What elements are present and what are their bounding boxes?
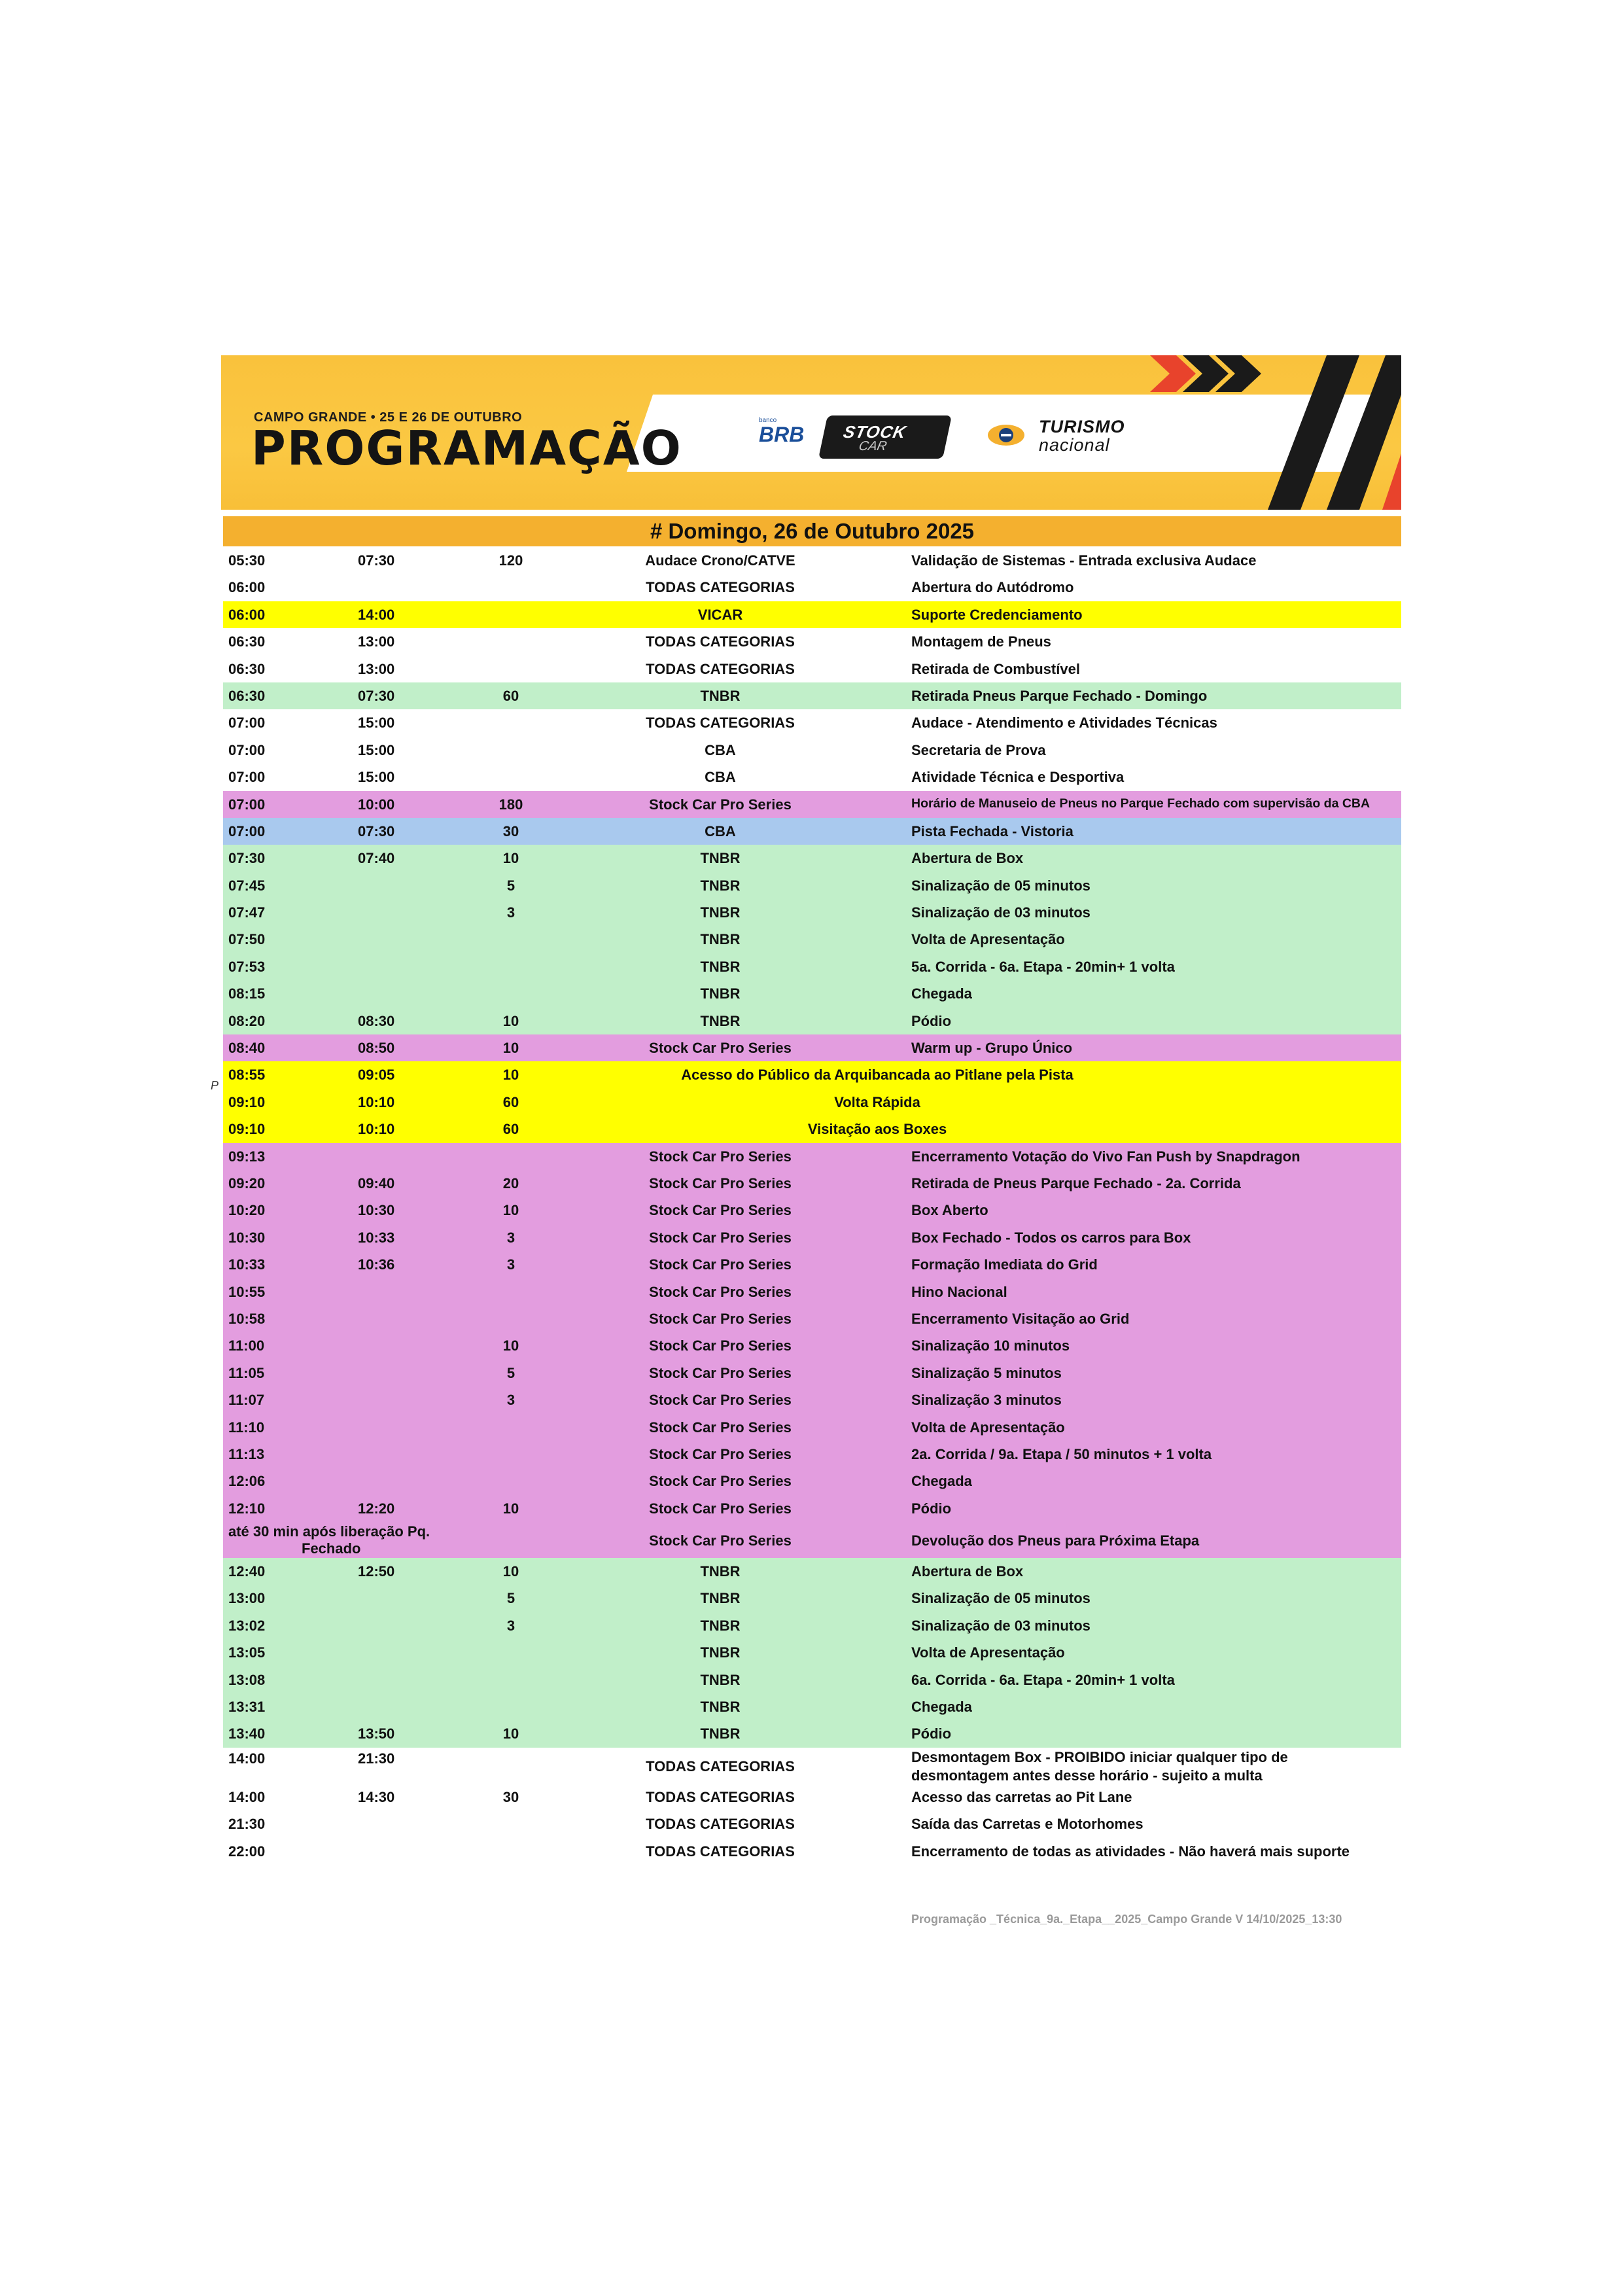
start-time-cell: 10:33 — [228, 1256, 266, 1273]
activity-cell: Sinalização 5 minutos — [911, 1364, 1062, 1381]
start-time-cell: 07:53 — [228, 958, 266, 975]
activity-cell: Pódio — [911, 1012, 952, 1029]
start-time-cell: 22:00 — [228, 1843, 266, 1860]
category-cell: TNBR — [700, 1563, 741, 1580]
end-time-cell: 07:40 — [358, 850, 395, 867]
table-row — [223, 1838, 1401, 1865]
start-time-cell: 06:30 — [228, 687, 266, 704]
end-time-cell: 08:50 — [358, 1040, 395, 1057]
activity-cell: Abertura de Box — [911, 1563, 1024, 1580]
table-row — [223, 1143, 1401, 1170]
table-row — [223, 1558, 1401, 1585]
start-time-cell: 07:00 — [228, 796, 266, 813]
end-time-cell: 15:00 — [358, 715, 395, 732]
start-time-cell: 09:10 — [228, 1121, 266, 1138]
table-row — [223, 1224, 1401, 1251]
end-time-cell: 13:00 — [358, 660, 395, 677]
duration-cell: 5 — [506, 1590, 515, 1607]
start-time-cell: 10:55 — [228, 1283, 266, 1300]
table-row — [223, 628, 1401, 655]
start-time-cell: 13:08 — [228, 1671, 266, 1688]
table-row — [223, 845, 1401, 872]
table-row — [223, 682, 1401, 709]
end-time-cell: 08:30 — [358, 1012, 395, 1029]
table-row — [223, 953, 1401, 980]
table-row — [223, 1332, 1401, 1359]
start-time-cell: 11:05 — [228, 1364, 265, 1381]
end-time-cell: 10:00 — [358, 796, 395, 813]
duration-cell: 30 — [502, 1788, 519, 1805]
end-time-cell: 12:50 — [358, 1563, 395, 1580]
category-cell: Stock Car Pro Series — [649, 1532, 792, 1549]
end-time-cell: 07:30 — [358, 552, 395, 569]
category-cell: TNBR — [700, 931, 741, 948]
duration-cell: 120 — [498, 552, 523, 569]
category-cell: Stock Car Pro Series — [649, 796, 792, 813]
start-time-cell: 09:10 — [228, 1093, 266, 1110]
activity-cell: Validação de Sistemas - Entrada exclusiva Audace — [911, 552, 1257, 569]
side-mark: P — [211, 1079, 219, 1092]
duration-cell: 60 — [502, 687, 519, 704]
start-time-cell: 06:30 — [228, 660, 266, 677]
schedule-table — [223, 547, 1401, 1865]
table-row — [223, 1360, 1401, 1386]
table-row — [223, 1612, 1401, 1639]
start-time-cell: 09:20 — [228, 1174, 266, 1192]
start-time-cell: 11:07 — [228, 1392, 265, 1409]
start-time-cell: 07:47 — [228, 904, 266, 921]
end-time-cell: 13:00 — [358, 633, 395, 650]
table-row — [223, 899, 1401, 926]
start-time-cell: 11:10 — [228, 1419, 265, 1436]
duration-cell: 60 — [502, 1093, 519, 1110]
turismo-nacional-icon — [986, 421, 1034, 448]
start-time-cell: 06:30 — [228, 633, 266, 650]
activity-cell: Warm up - Grupo Único — [911, 1040, 1073, 1057]
start-time-cell: 07:50 — [228, 931, 266, 948]
end-time-cell: 10:30 — [358, 1202, 395, 1219]
start-time-cell: 13:02 — [228, 1617, 266, 1634]
end-time-cell: 10:10 — [358, 1121, 395, 1138]
start-time-cell: 14:00 — [228, 1750, 266, 1767]
category-cell: TNBR — [700, 904, 741, 921]
activity-cell: Pista Fechada - Vistoria — [911, 822, 1073, 839]
activity-cell: Horário de Manuseio de Pneus no Parque Fechado com supervisão da CBA — [911, 796, 1370, 811]
duration-cell: 20 — [502, 1174, 519, 1192]
table-row — [223, 1585, 1401, 1612]
start-time-cell: 06:00 — [228, 579, 266, 596]
end-time-cell: 10:10 — [358, 1093, 395, 1110]
table-row — [223, 709, 1401, 736]
table-row — [223, 1522, 1401, 1558]
category-cell: Stock Car Pro Series — [649, 1445, 792, 1462]
category-cell: TNBR — [700, 1699, 741, 1716]
category-cell: TODAS CATEGORIAS — [646, 660, 795, 677]
end-time-cell: 13:50 — [358, 1725, 395, 1742]
table-row — [223, 1034, 1401, 1061]
end-time-cell: 15:00 — [358, 741, 395, 758]
activity-cell: Box Fechado - Todos os carros para Box — [911, 1229, 1191, 1246]
stock-car-logo-sub: CAR — [857, 439, 888, 453]
duration-cell: 3 — [506, 904, 515, 921]
duration-cell: 30 — [502, 822, 519, 839]
activity-cell: Sinalização de 05 minutos — [911, 1590, 1091, 1607]
activity-cell: Retirada de Pneus Parque Fechado - 2a. Corrida — [911, 1174, 1241, 1192]
table-row — [223, 764, 1401, 790]
duration-cell: 3 — [506, 1256, 515, 1273]
duration-cell: 5 — [506, 1364, 515, 1381]
activity-cell-line2: desmontagem antes desse horário - sujeito a multa — [911, 1767, 1263, 1784]
activity-cell: Acesso das carretas ao Pit Lane — [911, 1788, 1132, 1805]
activity-cell: Sinalização 10 minutos — [911, 1337, 1070, 1354]
table-row — [223, 1720, 1401, 1747]
event-date-line: CAMPO GRANDE • 25 E 26 DE OUTUBRO — [254, 410, 523, 425]
activity-cell: Volta de Apresentação — [911, 1419, 1065, 1436]
table-row — [223, 1639, 1401, 1666]
end-time-cell: 14:30 — [358, 1788, 395, 1805]
start-time-cell: 08:20 — [228, 1012, 266, 1029]
start-time-cell: 12:06 — [228, 1473, 266, 1490]
table-row — [223, 1693, 1401, 1720]
start-time-cell: 13:00 — [228, 1590, 266, 1607]
duration-cell: 3 — [506, 1617, 515, 1634]
start-time-cell: 07:00 — [228, 769, 266, 786]
table-row — [223, 1748, 1401, 1784]
duration-cell: 3 — [506, 1229, 515, 1246]
activity-cell: Chegada — [911, 1473, 972, 1490]
start-time-cell: 21:30 — [228, 1816, 266, 1833]
page-title: PROGRAMAÇÃO — [251, 421, 682, 476]
activity-cell: Retirada de Combustível — [911, 660, 1080, 677]
start-time-cell: 09:13 — [228, 1148, 266, 1165]
category-cell: CBA — [705, 769, 736, 786]
category-cell: Stock Car Pro Series — [649, 1337, 792, 1354]
duration-cell: 180 — [498, 796, 523, 813]
activity-cell: Encerramento de todas as atividades - Não haverá mais suporte — [911, 1843, 1350, 1860]
end-time-cell: 10:36 — [358, 1256, 395, 1273]
category-cell: TNBR — [700, 850, 741, 867]
category-cell: Stock Car Pro Series — [649, 1283, 792, 1300]
activity-cell: Pódio — [911, 1725, 952, 1742]
start-time-cell: 11:00 — [228, 1337, 265, 1354]
start-time-cell: 14:00 — [228, 1788, 266, 1805]
table-row — [223, 818, 1401, 845]
category-cell: Stock Car Pro Series — [649, 1473, 792, 1490]
activity-cell: Sinalização de 05 minutos — [911, 877, 1091, 894]
activity-cell: Sinalização de 03 minutos — [911, 1617, 1091, 1634]
turismo-nacional-logo-line2: nacional — [1039, 435, 1110, 455]
end-time-cell: 15:00 — [358, 769, 395, 786]
category-cell: TODAS CATEGORIAS — [646, 579, 795, 596]
brb-logo: BRB — [759, 423, 805, 446]
table-row — [223, 1468, 1401, 1494]
merged-activity-cell: Volta Rápida — [834, 1093, 920, 1110]
duration-cell: 10 — [502, 1725, 519, 1742]
duration-cell: 3 — [506, 1392, 515, 1409]
end-time-cell: 12:20 — [358, 1500, 395, 1517]
duration-cell: 10 — [502, 1040, 519, 1057]
start-time-cell: 07:00 — [228, 715, 266, 732]
start-time-cell: 07:30 — [228, 850, 266, 867]
activity-cell: Volta de Apresentação — [911, 931, 1065, 948]
merged-activity-cell: Visitação aos Boxes — [807, 1121, 947, 1138]
table-row — [223, 1197, 1401, 1224]
activity-cell: Devolução dos Pneus para Próxima Etapa — [911, 1532, 1200, 1549]
start-time-cell: 08:40 — [228, 1040, 266, 1057]
category-cell: Stock Car Pro Series — [649, 1500, 792, 1517]
start-time-cell: até 30 min após liberação Pq. — [228, 1523, 430, 1540]
duration-cell: 10 — [502, 1012, 519, 1029]
activity-cell: Abertura de Box — [911, 850, 1024, 867]
header-banner — [221, 355, 1401, 510]
category-cell: TODAS CATEGORIAS — [646, 715, 795, 732]
activity-cell: Abertura do Autódromo — [911, 579, 1074, 596]
table-row — [223, 601, 1401, 628]
activity-cell: 2a. Corrida / 9a. Etapa / 50 minutos + 1 volta — [911, 1445, 1212, 1462]
category-cell: Stock Car Pro Series — [649, 1256, 792, 1273]
merged-activity-cell: Acesso do Público da Arquibancada ao Pitlane pela Pista — [681, 1067, 1073, 1084]
category-cell: TODAS CATEGORIAS — [646, 1757, 795, 1775]
category-cell: CBA — [705, 822, 736, 839]
category-cell: TODAS CATEGORIAS — [646, 1843, 795, 1860]
table-row — [223, 737, 1401, 764]
table-row — [223, 547, 1401, 574]
category-cell: TNBR — [700, 1590, 741, 1607]
start-time-cell: 13:05 — [228, 1644, 266, 1661]
activity-cell: Desmontagem Box - PROIBIDO iniciar qualquer tipo de — [911, 1748, 1288, 1765]
activity-cell: Box Aberto — [911, 1202, 988, 1219]
stock-car-logo — [818, 415, 952, 459]
activity-cell: 5a. Corrida - 6a. Etapa - 20min+ 1 volta — [911, 958, 1175, 975]
table-row — [223, 1667, 1401, 1693]
start-time-cell: 06:00 — [228, 606, 266, 623]
category-cell: TODAS CATEGORIAS — [646, 1816, 795, 1833]
end-time-cell: 09:40 — [358, 1174, 395, 1192]
category-cell: Stock Car Pro Series — [649, 1202, 792, 1219]
activity-cell: Retirada Pneus Parque Fechado - Domingo — [911, 687, 1208, 704]
table-row — [223, 1061, 1401, 1088]
start-time-cell: 10:20 — [228, 1202, 266, 1219]
category-cell: TNBR — [700, 1617, 741, 1634]
start-time-cell: 07:00 — [228, 741, 266, 758]
category-cell: Audace Crono/CATVE — [645, 552, 795, 569]
category-cell: TNBR — [700, 877, 741, 894]
start-time-cell: 11:13 — [228, 1445, 265, 1462]
end-time-cell: 09:05 — [358, 1067, 395, 1084]
activity-cell: Volta de Apresentação — [911, 1644, 1065, 1661]
category-cell: TNBR — [700, 687, 741, 704]
start-time-cell: 07:00 — [228, 822, 266, 839]
start-time-cell-line2: Fechado — [302, 1540, 361, 1557]
end-time-cell: 07:30 — [358, 687, 395, 704]
table-row — [223, 980, 1401, 1007]
activity-cell: 6a. Corrida - 6a. Etapa - 20min+ 1 volta — [911, 1671, 1175, 1688]
duration-cell: 10 — [502, 850, 519, 867]
table-row — [223, 656, 1401, 682]
activity-cell: Chegada — [911, 985, 972, 1002]
table-row — [223, 1116, 1401, 1142]
activity-cell: Suporte Credenciamento — [911, 606, 1083, 623]
activity-cell: Formação Imediata do Grid — [911, 1256, 1098, 1273]
table-row — [223, 1495, 1401, 1522]
category-cell: TNBR — [700, 1012, 741, 1029]
duration-cell: 5 — [506, 877, 515, 894]
table-row — [223, 1810, 1401, 1837]
table-row — [223, 1279, 1401, 1305]
activity-cell: Pódio — [911, 1500, 952, 1517]
category-cell: Stock Car Pro Series — [649, 1392, 792, 1409]
category-cell: CBA — [705, 741, 736, 758]
table-row — [223, 1414, 1401, 1441]
stock-car-logo-text: STOCK — [841, 422, 909, 442]
duration-cell: 10 — [502, 1337, 519, 1354]
activity-cell: Secretaria de Prova — [911, 741, 1046, 758]
duration-cell: 10 — [502, 1202, 519, 1219]
start-time-cell: 12:40 — [228, 1563, 266, 1580]
category-cell: TNBR — [700, 958, 741, 975]
turismo-nacional-logo-line1: TURISMO — [1039, 417, 1125, 436]
start-time-cell: 10:30 — [228, 1229, 266, 1246]
table-row — [223, 1251, 1401, 1278]
category-cell: TNBR — [700, 1671, 741, 1688]
activity-cell: Saída das Carretas e Motorhomes — [911, 1816, 1143, 1833]
table-row — [223, 1170, 1401, 1197]
category-cell: Stock Car Pro Series — [649, 1419, 792, 1436]
table-row — [223, 926, 1401, 953]
duration-cell: 60 — [502, 1121, 519, 1138]
activity-cell: Atividade Técnica e Desportiva — [911, 769, 1125, 786]
end-time-cell: 07:30 — [358, 822, 395, 839]
category-cell: TNBR — [700, 1644, 741, 1661]
start-time-cell: 10:58 — [228, 1310, 266, 1327]
end-time-cell: 10:33 — [358, 1229, 395, 1246]
table-row — [223, 1089, 1401, 1116]
activity-cell: Audace - Atendimento e Atividades Técnicas — [911, 715, 1217, 732]
activity-cell: Encerramento Visitação ao Grid — [911, 1310, 1130, 1327]
activity-cell: Sinalização de 03 minutos — [911, 904, 1091, 921]
table-row — [223, 1441, 1401, 1468]
start-time-cell: 13:31 — [228, 1699, 266, 1716]
category-cell: Stock Car Pro Series — [649, 1174, 792, 1192]
start-time-cell: 08:55 — [228, 1067, 266, 1084]
duration-cell: 10 — [502, 1563, 519, 1580]
activity-cell: Sinalização 3 minutos — [911, 1392, 1062, 1409]
category-cell: Stock Car Pro Series — [649, 1229, 792, 1246]
category-cell: TODAS CATEGORIAS — [646, 633, 795, 650]
table-row — [223, 1008, 1401, 1034]
category-cell: Stock Car Pro Series — [649, 1040, 792, 1057]
category-cell: VICAR — [697, 606, 743, 623]
end-time-cell: 14:00 — [358, 606, 395, 623]
category-cell: Stock Car Pro Series — [649, 1364, 792, 1381]
start-time-cell: 12:10 — [228, 1500, 266, 1517]
category-cell: TNBR — [700, 1725, 741, 1742]
category-cell: TNBR — [700, 985, 741, 1002]
table-row — [223, 872, 1401, 899]
category-cell: Stock Car Pro Series — [649, 1148, 792, 1165]
duration-cell: 10 — [502, 1067, 519, 1084]
start-time-cell: 07:45 — [228, 877, 266, 894]
category-cell: TODAS CATEGORIAS — [646, 1788, 795, 1805]
start-time-cell: 08:15 — [228, 985, 266, 1002]
duration-cell: 10 — [502, 1500, 519, 1517]
table-row — [223, 791, 1401, 818]
document-version-note: Programação _Técnica_9a._Etapa__2025_Campo Grande V 14/10/2025_13:30 — [911, 1913, 1342, 1926]
day-header: # Domingo, 26 de Outubro 2025 — [223, 516, 1401, 546]
activity-cell: Encerramento Votação do Vivo Fan Push by Snapdragon — [911, 1148, 1300, 1165]
table-row — [223, 1305, 1401, 1332]
category-cell: Stock Car Pro Series — [649, 1310, 792, 1327]
table-row — [223, 1784, 1401, 1810]
table-row — [223, 1386, 1401, 1413]
start-time-cell: 05:30 — [228, 552, 266, 569]
table-row — [223, 574, 1401, 601]
activity-cell: Chegada — [911, 1699, 972, 1716]
brb-logo-caption: banco — [759, 417, 777, 424]
activity-cell: Montagem de Pneus — [911, 633, 1051, 650]
start-time-cell: 13:40 — [228, 1725, 266, 1742]
activity-cell: Hino Nacional — [911, 1283, 1007, 1300]
end-time-cell: 21:30 — [358, 1750, 395, 1767]
